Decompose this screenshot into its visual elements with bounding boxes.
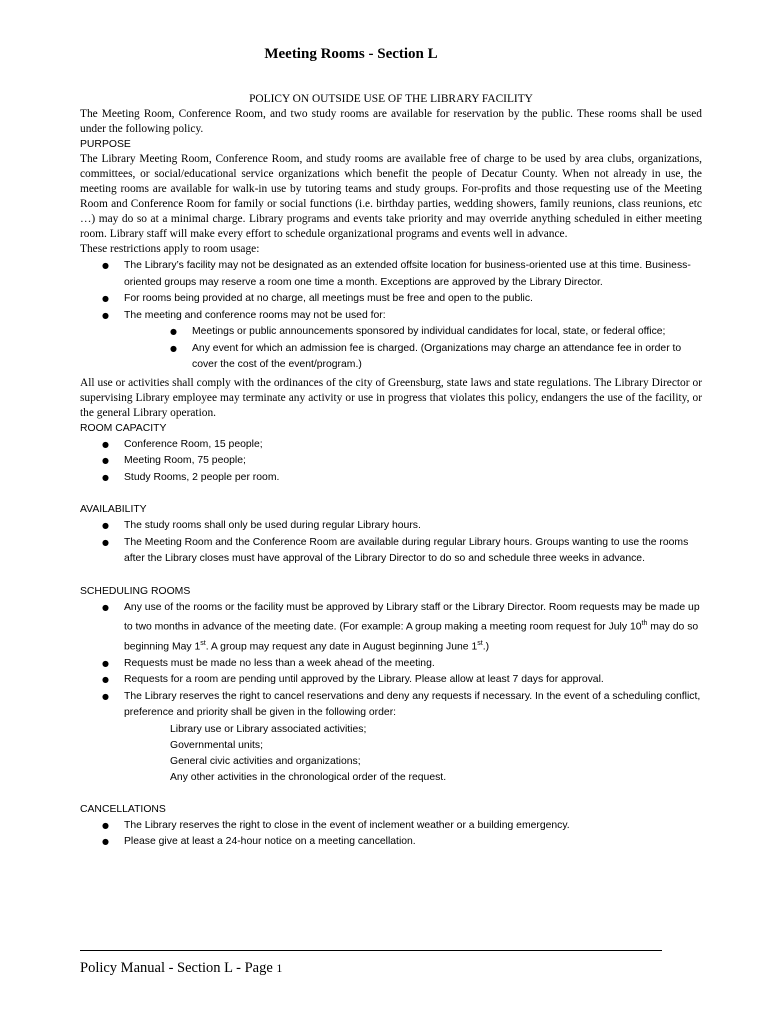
- scheduling-heading: SCHEDULING ROOMS: [80, 585, 191, 597]
- capacity-list: [80, 437, 702, 487]
- page-number: 1: [276, 961, 283, 975]
- scheduling-list: [80, 600, 702, 722]
- list-item: ● Requests for a room are pending until approved by the Library. Please allow at least 7 days for approval.: [80, 672, 702, 689]
- list-item: General civic activities and organizations;: [170, 755, 361, 767]
- spacer: [80, 568, 702, 584]
- page-title: Meeting Rooms - Section L: [264, 46, 438, 62]
- availability-heading: AVAILABILITY: [80, 504, 147, 515]
- list-item: ● The meeting and conference rooms may not be used for:: [80, 308, 702, 325]
- ordinal-suffix: st: [200, 639, 206, 647]
- list-item: ● Please give at least a 24-hour notice on a meeting cancellation.: [80, 834, 702, 851]
- document-body: [80, 92, 702, 851]
- list-item: ● Meeting Room, 75 people;: [80, 453, 702, 470]
- spacer: [80, 786, 702, 802]
- scheduling-text: may do so beginning May 1: [124, 621, 699, 653]
- cancellations-list: [80, 818, 702, 851]
- scheduling-text: .): [482, 641, 490, 653]
- list-item: ● Meetings or public announcements sponsored by individual candidates for local, state, or federal office;: [80, 324, 702, 341]
- ordinal-suffix: st: [477, 639, 483, 647]
- priority-order-list: [80, 722, 702, 786]
- restrictions-intro: These restrictions apply to room usage:: [80, 243, 260, 255]
- page-footer: [80, 960, 282, 977]
- availability-list: [80, 518, 702, 568]
- list-item: Library use or Library associated activities;: [170, 723, 367, 735]
- compliance-paragraph: All use or activities shall comply with the ordinances of the city of Greensburg, state laws and state regulations. The Library Director or supervising Library employee may terminate any activity or use in progress that violates this policy, endangers the use of the facility, or the general Library operation.: [80, 376, 702, 419]
- list-item: ● The study rooms shall only be used during regular Library hours.: [80, 518, 702, 535]
- list-item: ● For rooms being provided at no charge, all meetings must be free and open to the public.: [80, 291, 702, 308]
- list-item: ● Conference Room, 15 people;: [80, 437, 702, 454]
- scheduling-text: Any use of the rooms or the facility must be approved by Library staff or the Library Director. Room requests may be made up to two months in advance of the meeting date. (For example: A group making a meeting room request for July 10: [124, 601, 700, 633]
- list-item: ● Study Rooms, 2 people per room.: [80, 470, 702, 487]
- scheduling-text: . A group may request any date in August beginning June 1: [205, 641, 478, 653]
- cancellations-heading: CANCELLATIONS: [80, 803, 166, 815]
- list-item: Any other activities in the chronological order of the request.: [170, 771, 447, 783]
- ordinal-suffix: th: [641, 620, 648, 627]
- list-item: ● The Library reserves the right to close in the event of inclement weather or a building emergency.: [80, 818, 702, 835]
- list-item: [80, 600, 702, 656]
- purpose-heading: PURPOSE: [80, 139, 131, 150]
- purpose-paragraph: The Library Meeting Room, Conference Room, and study rooms are available free of charge to be used by area clubs, organizations, committees, or social/educational service organizations which benefit the people of Decatur County. When not already in use, the meeting rooms are available for walk-in use by tutoring teams and study groups. For-profits and those requesting use of the Meeting Room and Conference Room for family or social functions (i.e. birthday parties, wedding showers, family reunions, class reunions, etc …) may do so at a minimal charge. Library programs and events take priority and may override anything scheduled in either meeting room. Library staff will make every effort to schedule organizational programs and events well in advance.: [80, 153, 702, 240]
- list-item: ● The Meeting Room and the Conference Room are available during regular Library hours. Groups wanting to use the rooms after the Library closes must have approval of the Library Director to do so and schedule three weeks in advance.: [80, 535, 702, 568]
- restrictions-list: [80, 258, 702, 374]
- list-item: ● The Library’s facility may not be designated as an extended offsite location for business-oriented use at this time. Business-oriented groups may reserve a room one time a month. Exceptions are approved by the Library Director.: [80, 258, 702, 291]
- list-item: ● The Library reserves the right to cancel reservations and deny any requests if necessary. In the event of a scheduling conflict, preference and priority shall be given in the following order:: [80, 689, 702, 722]
- policy-heading: POLICY ON OUTSIDE USE OF THE LIBRARY FACILITY: [249, 93, 533, 105]
- spacer: [80, 486, 702, 502]
- list-item: ● Any event for which an admission fee is charged. (Organizations may charge an attendance fee in order to cover the cost of the event/program.): [80, 341, 702, 374]
- footer-divider: [80, 950, 662, 951]
- intro-paragraph: The Meeting Room, Conference Room, and two study rooms are available for reservation by the public. These rooms shall be used under the following policy.: [80, 108, 702, 135]
- list-item: ● Requests must be made no less than a week ahead of the meeting.: [80, 656, 702, 673]
- footer-text: Policy Manual - Section L - Page: [80, 960, 277, 976]
- capacity-heading: ROOM CAPACITY: [80, 422, 167, 434]
- list-item: Governmental units;: [170, 739, 263, 751]
